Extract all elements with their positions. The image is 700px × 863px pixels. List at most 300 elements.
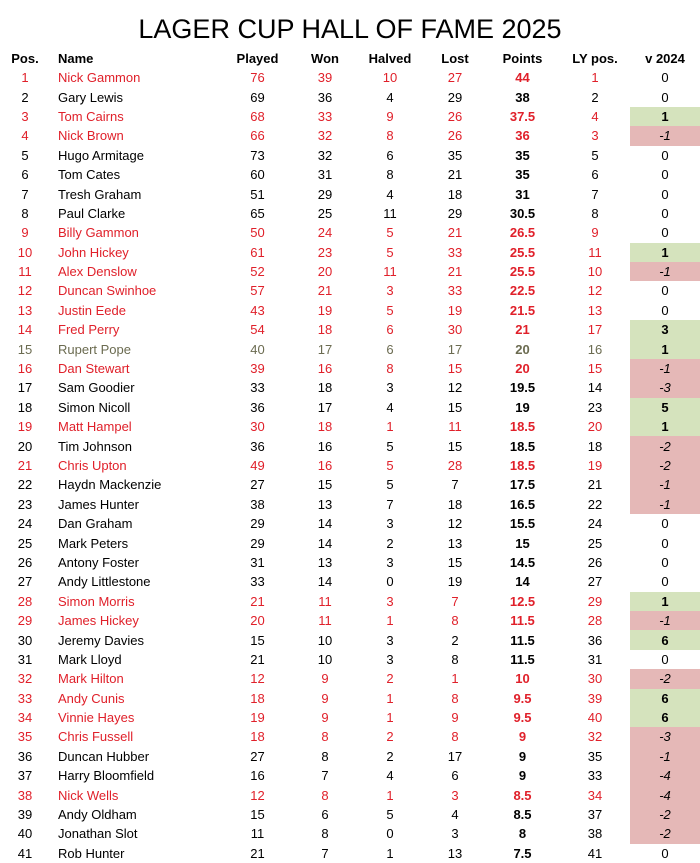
cell-pos: 11 xyxy=(18,264,32,280)
cell-name: John Hickey xyxy=(58,244,129,260)
cell-played: 68 xyxy=(250,108,265,124)
table-row xyxy=(0,495,700,514)
cell-v2024: 0 xyxy=(661,516,669,532)
cell-ly-pos: 5 xyxy=(591,147,599,163)
cell-ly-pos: 38 xyxy=(587,826,603,842)
cell-halved: 1 xyxy=(386,419,394,435)
table-row xyxy=(0,708,700,727)
cell-halved: 6 xyxy=(386,322,394,338)
cell-played: 57 xyxy=(250,283,265,299)
cell-halved: 0 xyxy=(386,826,394,842)
table-row xyxy=(0,475,700,494)
cell-won: 18 xyxy=(317,322,333,338)
cell-won: 9 xyxy=(321,671,329,687)
cell-halved: 5 xyxy=(386,807,394,823)
cell-points: 15 xyxy=(515,535,530,551)
cell-name: Tim Johnson xyxy=(58,438,132,454)
cell-v2024: -2 xyxy=(630,824,700,843)
cell-points: 36 xyxy=(515,128,530,144)
cell-won: 6 xyxy=(321,807,329,823)
cell-won: 16 xyxy=(317,361,333,377)
cell-halved: 3 xyxy=(386,516,394,532)
cell-points: 31 xyxy=(515,186,530,202)
table-row xyxy=(0,553,700,572)
cell-points: 15.5 xyxy=(509,516,536,532)
cell-halved: 4 xyxy=(386,89,394,105)
cell-pos: 34 xyxy=(17,710,33,726)
cell-played: 43 xyxy=(250,302,265,318)
cell-ly-pos: 30 xyxy=(587,671,603,687)
cell-v2024: 1 xyxy=(630,592,700,611)
cell-won: 18 xyxy=(317,419,333,435)
cell-won: 23 xyxy=(317,244,333,260)
cell-v2024: 6 xyxy=(630,630,700,649)
cell-lost: 17 xyxy=(447,748,463,764)
cell-lost: 26 xyxy=(447,108,463,124)
cell-name: Matt Hampel xyxy=(58,419,132,435)
cell-v2024: -1 xyxy=(630,359,700,378)
table-row xyxy=(0,669,700,688)
cell-lost: 15 xyxy=(447,554,463,570)
cell-pos: 4 xyxy=(21,128,29,144)
cell-v2024: -2 xyxy=(630,456,700,475)
cell-name: Nick Wells xyxy=(58,787,119,803)
cell-played: 21 xyxy=(250,651,265,667)
cell-pos: 30 xyxy=(17,632,33,648)
cell-played: 12 xyxy=(250,671,265,687)
cell-pos: 12 xyxy=(17,283,33,299)
cell-pos: 41 xyxy=(17,845,33,861)
cell-v2024: 0 xyxy=(661,205,669,221)
cell-won: 13 xyxy=(317,496,333,512)
cell-ly-pos: 40 xyxy=(587,710,603,726)
table-row xyxy=(0,165,700,184)
table-row xyxy=(0,320,700,339)
cell-won: 8 xyxy=(321,826,329,842)
cell-name: Sam Goodier xyxy=(58,380,135,396)
cell-v2024: 3 xyxy=(630,320,700,339)
cell-points: 21 xyxy=(515,322,530,338)
cell-name: Simon Morris xyxy=(58,593,135,609)
cell-points: 18.5 xyxy=(509,419,536,435)
cell-ly-pos: 6 xyxy=(591,167,599,183)
cell-pos: 39 xyxy=(17,807,33,823)
hall-of-fame-table xyxy=(0,48,700,863)
cell-lost: 26 xyxy=(447,128,463,144)
cell-v2024: 0 xyxy=(661,167,669,183)
cell-pos: 19 xyxy=(17,419,33,435)
cell-pos: 1 xyxy=(21,70,29,86)
cell-lost: 19 xyxy=(447,574,463,590)
table-row xyxy=(0,68,700,87)
cell-won: 8 xyxy=(321,748,329,764)
cell-won: 15 xyxy=(317,477,333,493)
cell-lost: 18 xyxy=(447,186,463,202)
cell-points: 11.5 xyxy=(510,613,535,629)
cell-lost: 15 xyxy=(447,399,463,415)
table-row xyxy=(0,184,700,203)
cell-v2024: -1 xyxy=(630,262,700,281)
cell-halved: 2 xyxy=(386,671,394,687)
cell-lost: 3 xyxy=(451,787,459,803)
cell-won: 19 xyxy=(317,302,333,318)
cell-ly-pos: 20 xyxy=(587,419,603,435)
cell-name: Andy Littlestone xyxy=(58,574,151,590)
cell-points: 10 xyxy=(515,671,530,687)
table-row xyxy=(0,301,700,320)
cell-points: 9 xyxy=(518,748,527,764)
header-row xyxy=(0,48,700,68)
cell-halved: 3 xyxy=(386,632,394,648)
cell-points: 20 xyxy=(515,361,530,377)
cell-name: Chris Fussell xyxy=(58,729,134,745)
cell-ly-pos: 34 xyxy=(587,787,603,803)
cell-played: 50 xyxy=(250,225,265,241)
cell-points: 38 xyxy=(515,89,530,105)
cell-won: 24 xyxy=(317,225,333,241)
cell-points: 19.5 xyxy=(509,380,536,396)
cell-ly-pos: 19 xyxy=(587,458,603,473)
cell-points: 9 xyxy=(518,729,527,745)
cell-won: 31 xyxy=(317,167,333,183)
cell-played: 38 xyxy=(250,496,265,512)
cell-pos: 23 xyxy=(17,496,33,512)
cell-halved: 3 xyxy=(386,593,394,609)
table-row xyxy=(0,107,700,126)
cell-points: 21.5 xyxy=(509,302,536,318)
cell-played: 65 xyxy=(250,205,265,221)
cell-v2024: 6 xyxy=(630,689,700,708)
cell-ly-pos: 4 xyxy=(591,108,599,124)
table-row xyxy=(0,223,700,242)
cell-lost: 3 xyxy=(451,826,459,842)
cell-halved: 1 xyxy=(386,787,394,803)
cell-lost: 35 xyxy=(447,147,463,163)
cell-name: Nick Gammon xyxy=(58,70,141,86)
cell-halved: 1 xyxy=(386,845,394,861)
cell-pos: 40 xyxy=(17,826,33,842)
table-row xyxy=(0,727,700,746)
cell-v2024: 0 xyxy=(661,147,669,163)
cell-name: Tom Cairns xyxy=(58,108,124,124)
cell-lost: 8 xyxy=(451,690,459,706)
cell-halved: 10 xyxy=(382,70,398,86)
table-row xyxy=(0,417,700,436)
cell-ly-pos: 37 xyxy=(587,807,603,823)
cell-v2024: -3 xyxy=(630,378,700,397)
cell-ly-pos: 16 xyxy=(587,341,603,357)
cell-won: 9 xyxy=(321,690,329,706)
cell-v2024: -2 xyxy=(630,436,700,455)
cell-v2024: 0 xyxy=(661,535,669,551)
cell-ly-pos: 8 xyxy=(591,205,599,221)
cell-ly-pos: 3 xyxy=(591,128,599,144)
cell-pos: 24 xyxy=(17,516,33,532)
cell-ly-pos: 41 xyxy=(587,845,603,861)
cell-name: Chris Upton xyxy=(58,458,127,473)
cell-pos: 22 xyxy=(17,477,33,493)
table-row xyxy=(0,243,700,262)
cell-halved: 5 xyxy=(386,438,394,454)
cell-won: 13 xyxy=(317,554,333,570)
table-row xyxy=(0,766,700,785)
cell-name: Mark Lloyd xyxy=(58,651,122,667)
cell-lost: 15 xyxy=(447,361,463,377)
cell-lost: 6 xyxy=(451,768,459,784)
cell-won: 18 xyxy=(317,380,333,396)
cell-lost: 17 xyxy=(447,341,463,357)
cell-name: Andy Oldham xyxy=(58,807,137,823)
cell-halved: 4 xyxy=(386,186,394,202)
cell-won: 17 xyxy=(317,399,333,415)
cell-points: 8.5 xyxy=(513,807,532,823)
cell-played: 18 xyxy=(250,729,265,745)
cell-name: Rupert Pope xyxy=(58,341,131,357)
col-header-pos: Pos. xyxy=(11,50,39,66)
cell-played: 30 xyxy=(250,419,265,435)
cell-halved: 2 xyxy=(386,748,394,764)
table-row xyxy=(0,436,700,455)
cell-won: 36 xyxy=(317,89,333,105)
cell-won: 39 xyxy=(317,70,333,86)
cell-won: 21 xyxy=(317,283,333,299)
cell-points: 18.5 xyxy=(509,438,536,454)
table-row xyxy=(0,844,700,863)
cell-points: 9 xyxy=(518,768,527,784)
col-header-name: Name xyxy=(58,50,94,66)
cell-points: 8 xyxy=(518,826,527,842)
cell-v2024: -1 xyxy=(630,747,700,766)
cell-halved: 2 xyxy=(386,535,394,551)
cell-pos: 2 xyxy=(21,89,29,105)
col-header-ly-pos: LY pos. xyxy=(572,50,618,66)
cell-ly-pos: 31 xyxy=(587,651,603,667)
cell-v2024: -2 xyxy=(630,669,700,688)
cell-played: 21 xyxy=(250,845,265,861)
cell-points: 14 xyxy=(515,574,530,590)
cell-ly-pos: 24 xyxy=(587,516,603,532)
cell-played: 20 xyxy=(250,613,265,629)
table-row xyxy=(0,824,700,843)
cell-name: James Hickey xyxy=(58,613,139,629)
table-row xyxy=(0,281,700,300)
cell-name: Antony Foster xyxy=(58,554,139,570)
cell-halved: 6 xyxy=(386,341,394,357)
cell-lost: 7 xyxy=(451,477,459,493)
cell-ly-pos: 1 xyxy=(591,70,599,86)
cell-ly-pos: 23 xyxy=(587,399,603,415)
cell-points: 20 xyxy=(515,341,530,357)
cell-ly-pos: 12 xyxy=(587,283,603,299)
cell-name: Tom Cates xyxy=(58,167,121,183)
cell-v2024: -4 xyxy=(630,766,700,785)
cell-points: 7.5 xyxy=(513,845,532,861)
table-row xyxy=(0,592,700,611)
cell-won: 33 xyxy=(317,108,333,124)
cell-name: Simon Nicoll xyxy=(58,399,131,415)
cell-lost: 11 xyxy=(448,419,462,435)
cell-played: 18 xyxy=(250,690,265,706)
cell-won: 20 xyxy=(317,264,333,280)
cell-halved: 5 xyxy=(386,225,394,241)
cell-lost: 33 xyxy=(447,283,463,299)
cell-points: 17.5 xyxy=(509,477,536,493)
cell-name: Haydn Mackenzie xyxy=(58,477,162,493)
cell-won: 14 xyxy=(317,535,333,551)
cell-pos: 37 xyxy=(17,768,33,784)
cell-v2024: 1 xyxy=(630,107,700,126)
cell-points: 22.5 xyxy=(509,283,536,299)
col-header-won: Won xyxy=(311,50,339,66)
cell-ly-pos: 11 xyxy=(588,244,602,260)
cell-points: 14.5 xyxy=(509,554,536,570)
table-row xyxy=(0,514,700,533)
cell-name: Vinnie Hayes xyxy=(58,710,135,726)
cell-name: Dan Graham xyxy=(58,516,133,532)
cell-pos: 10 xyxy=(17,244,33,260)
cell-halved: 3 xyxy=(386,651,394,667)
cell-halved: 2 xyxy=(386,729,394,745)
cell-won: 25 xyxy=(317,205,333,221)
cell-won: 16 xyxy=(317,438,333,454)
table-row xyxy=(0,378,700,397)
cell-pos: 35 xyxy=(17,729,33,745)
table-row xyxy=(0,398,700,417)
cell-points: 37.5 xyxy=(509,108,536,124)
cell-played: 36 xyxy=(250,438,265,454)
cell-name: Fred Perry xyxy=(58,322,120,338)
cell-v2024: -4 xyxy=(630,785,700,804)
cell-lost: 19 xyxy=(447,302,463,318)
cell-halved: 3 xyxy=(386,283,394,299)
cell-played: 39 xyxy=(250,361,265,377)
cell-pos: 5 xyxy=(21,147,29,163)
cell-lost: 28 xyxy=(447,458,463,473)
table-row xyxy=(0,359,700,378)
cell-won: 11 xyxy=(318,613,332,629)
cell-v2024: 5 xyxy=(630,398,700,417)
cell-played: 12 xyxy=(250,787,265,803)
cell-won: 32 xyxy=(317,147,333,163)
cell-name: Andy Cunis xyxy=(58,690,125,706)
cell-halved: 5 xyxy=(386,458,394,473)
col-header-v2024: v 2024 xyxy=(645,50,685,66)
table-row xyxy=(0,262,700,281)
cell-ly-pos: 14 xyxy=(587,380,603,396)
cell-points: 11.5 xyxy=(510,651,535,667)
cell-name: Hugo Armitage xyxy=(58,147,144,163)
cell-v2024: -1 xyxy=(630,495,700,514)
table-row xyxy=(0,747,700,766)
cell-played: 29 xyxy=(250,535,265,551)
cell-lost: 30 xyxy=(447,322,463,338)
cell-won: 10 xyxy=(317,632,333,648)
cell-won: 16 xyxy=(317,458,333,473)
cell-points: 19 xyxy=(515,399,530,415)
cell-pos: 33 xyxy=(17,690,33,706)
cell-pos: 21 xyxy=(17,458,33,473)
table-row xyxy=(0,533,700,552)
cell-halved: 7 xyxy=(386,496,394,512)
cell-points: 25.5 xyxy=(509,264,536,280)
cell-pos: 29 xyxy=(17,613,33,629)
cell-v2024: -2 xyxy=(630,805,700,824)
col-header-lost: Lost xyxy=(441,50,469,66)
cell-won: 17 xyxy=(317,341,333,357)
cell-won: 29 xyxy=(317,186,333,202)
cell-name: Rob Hunter xyxy=(58,845,125,861)
cell-played: 52 xyxy=(250,264,265,280)
table-row xyxy=(0,126,700,145)
cell-halved: 5 xyxy=(386,302,394,318)
cell-ly-pos: 36 xyxy=(587,632,603,648)
cell-v2024: 1 xyxy=(630,417,700,436)
cell-pos: 31 xyxy=(17,651,33,667)
table-row xyxy=(0,785,700,804)
cell-pos: 13 xyxy=(17,302,33,318)
cell-ly-pos: 21 xyxy=(587,477,603,493)
cell-played: 33 xyxy=(250,380,265,396)
cell-lost: 33 xyxy=(447,244,463,260)
cell-won: 10 xyxy=(317,651,333,667)
cell-v2024: 0 xyxy=(661,186,669,202)
cell-halved: 4 xyxy=(386,399,394,415)
cell-played: 73 xyxy=(250,147,265,163)
cell-lost: 9 xyxy=(451,710,459,726)
cell-lost: 13 xyxy=(447,845,463,861)
cell-lost: 4 xyxy=(451,807,459,823)
cell-points: 12.5 xyxy=(509,593,536,609)
cell-halved: 1 xyxy=(386,613,394,629)
cell-played: 16 xyxy=(250,768,265,784)
cell-v2024: 0 xyxy=(661,89,669,105)
table-row xyxy=(0,146,700,165)
col-header-points: Points xyxy=(502,50,543,66)
cell-name: Gary Lewis xyxy=(58,89,124,105)
cell-points: 35 xyxy=(515,147,530,163)
table-row xyxy=(0,339,700,358)
cell-played: 31 xyxy=(250,554,265,570)
cell-pos: 36 xyxy=(17,748,33,764)
cell-v2024: 6 xyxy=(630,708,700,727)
cell-ly-pos: 28 xyxy=(587,613,603,629)
cell-played: 40 xyxy=(250,341,265,357)
cell-pos: 8 xyxy=(21,205,29,221)
cell-name: Mark Hilton xyxy=(58,671,124,687)
cell-name: Dan Stewart xyxy=(58,361,130,377)
cell-halved: 5 xyxy=(386,477,394,493)
cell-points: 44 xyxy=(515,70,530,86)
cell-name: Jeremy Davies xyxy=(58,632,144,648)
cell-played: 69 xyxy=(250,89,265,105)
cell-v2024: 0 xyxy=(661,302,669,318)
table-row xyxy=(0,572,700,591)
cell-played: 11 xyxy=(250,826,265,842)
cell-played: 76 xyxy=(250,70,265,86)
cell-halved: 1 xyxy=(386,710,394,726)
cell-ly-pos: 15 xyxy=(587,361,603,377)
cell-lost: 18 xyxy=(447,496,463,512)
cell-won: 7 xyxy=(321,768,329,784)
cell-name: James Hunter xyxy=(58,496,139,512)
cell-lost: 21 xyxy=(447,167,463,183)
cell-name: Paul Clarke xyxy=(58,205,126,221)
cell-ly-pos: 35 xyxy=(587,748,603,764)
cell-points: 9.5 xyxy=(513,690,532,706)
cell-halved: 1 xyxy=(386,690,394,706)
cell-pos: 18 xyxy=(17,399,33,415)
cell-points: 25.5 xyxy=(509,244,536,260)
